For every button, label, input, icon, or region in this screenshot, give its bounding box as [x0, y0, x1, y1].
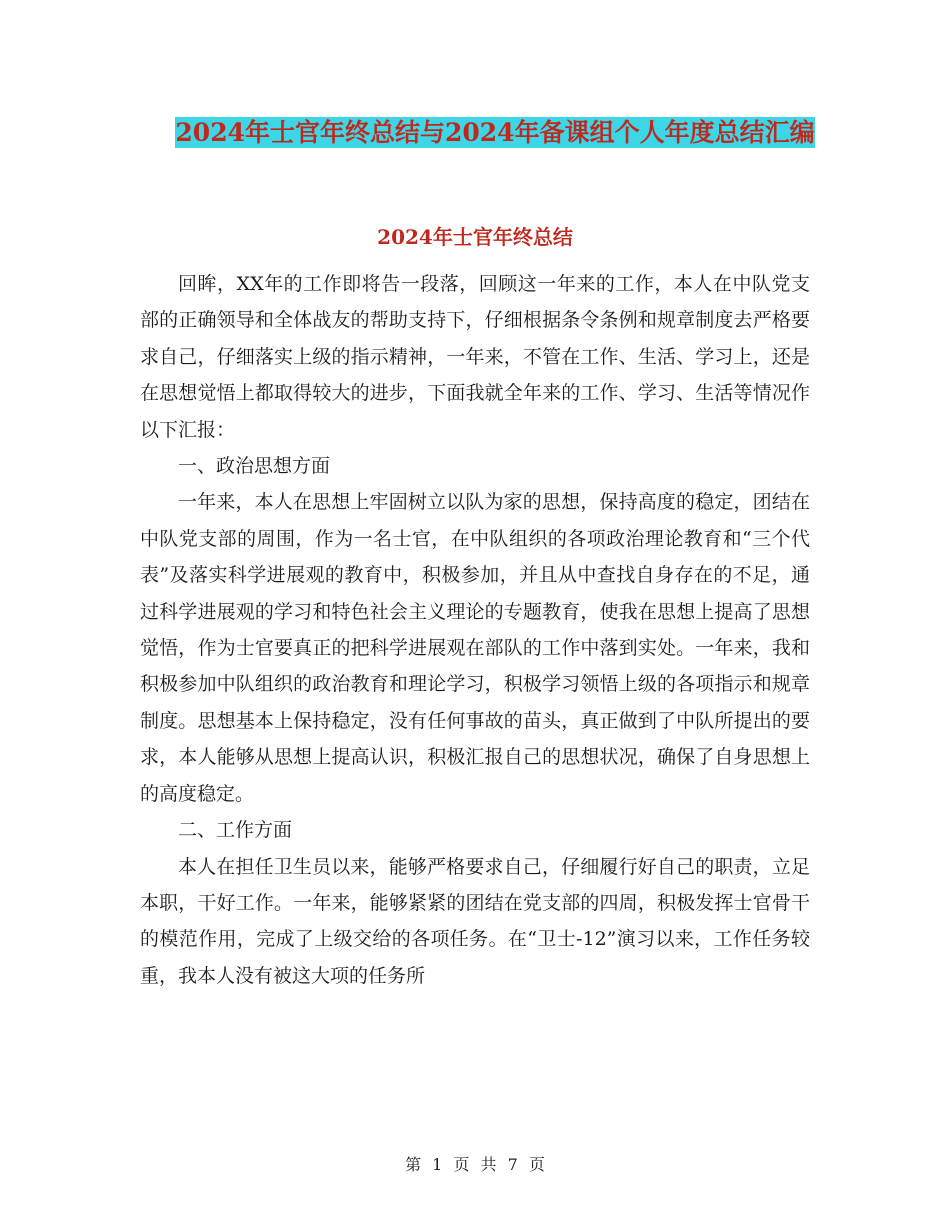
paragraph-political: 一年来，本人在思想上牢固树立以队为家的思想，保持高度的稳定，团结在中队党支部的周围，作为一名士官，在中队组织的各项政治理论教育和“三个代表”及落实科学进展观的教育中，积极参加，并且从中查找自身存在的不足，通过科学进展观的学习和特色社会主义理论的专题教育，使我在思想上提高了思想觉悟，作为士官要真正的把科学进展观在部队的工作中落到实处。一年来，我和积极参加中队组织的政治教育和理论学习，积极学习领悟上级的各项指示和规章制度。思想基本上保持稳定，没有任何事故的苗头，真正做到了中队所提出的要求，本人能够从思想上提高认识，积极汇报自己的思想状况，确保了自身思想上的高度稳定。 [140, 491, 810, 805]
document-title [140, 112, 850, 154]
paragraph-intro: 回眸，XX年的工作即将告一段落，回顾这一年来的工作，本人在中队党支部的正确领导和全体战友的帮助支持下，仔细根据条令条例和规章制度去严格要求自己，仔细落实上级的指示精神，一年来，不管在工作、生活、学习上，还是在思想觉悟上都取得较大的进步，下面我就全年来的工作、学习、生活等情况作以下汇报： [140, 273, 810, 441]
paragraph-work: 本人在担任卫生员以来，能够严格要求自己，仔细履行好自己的职责，立足本职，干好工作。一年来，能够紧紧的团结在党支部的四周，积极发挥士官骨干的模范作用，完成了上级交给的各项任务。在“卫士-12”演习以来，工作任务较重，我本人没有被这大项的任务所 [140, 855, 810, 987]
title-highlight: 2024年士官年终总结与2024年备课组个人年度总结汇编 [175, 118, 815, 147]
heading-work: 二、工作方面 [178, 819, 293, 842]
section-title: 2024年士官年终总结 [377, 225, 573, 249]
heading-political: 一、政治思想方面 [178, 455, 331, 478]
document-body [140, 266, 810, 994]
page-number-footer: 第 1 页 共 7 页 [405, 1155, 545, 1174]
